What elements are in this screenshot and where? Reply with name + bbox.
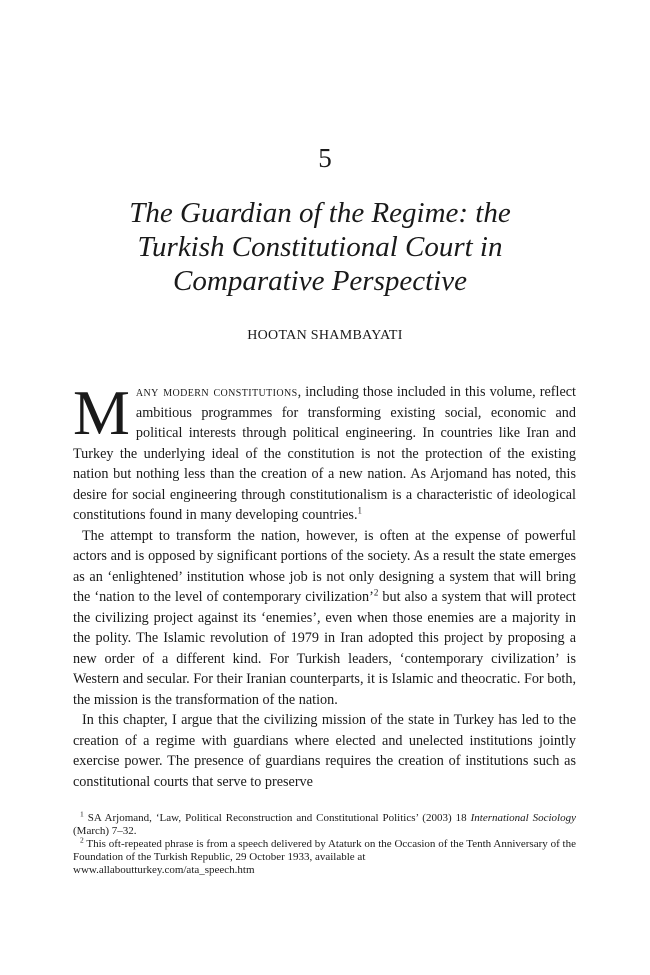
- body-paragraph: [73, 526, 576, 711]
- footnote-reference[interactable]: 1: [357, 505, 362, 516]
- opening-smallcaps: any modern constitutions: [135, 384, 298, 400]
- paragraph-text: The attempt to transform the nation, however, is often at the expense of powerful actors and is opposed by significant portions of the society. As a result the state emerges as an ‘enlightened’ institution whose job is not only designing a system that will bring the ‘nation to the level of contemporary civilization’: [73, 527, 576, 605]
- footnote-reference[interactable]: 2: [373, 587, 379, 598]
- paragraph-text: , including those included in this volume, reflect ambitious programmes for transforming existing social, economic and political interests through political engineering. In countries like Iran and Turkey the underlying ideal of the constitution is not the protection of the existing nation but nothing less than the creation of a new nation. As Arjomand has noted, this desire for social engineering through constitutionalism is a characteristic of ideological constitutions found in many developing countries.: [73, 384, 576, 523]
- footnotes: [73, 809, 576, 877]
- footnote-text: This oft-repeated phrase is from a speech delivered by Ataturk on the Occasion of the Tenth Anniversary of the Foundation of the Turkish Republic, 29 October 1933, available at: [73, 838, 576, 863]
- chapter-body: [73, 377, 576, 792]
- footnote: [73, 809, 576, 838]
- chapter-number: 5: [318, 143, 332, 173]
- chapter-title-line: Turkish Constitutional Court in: [137, 231, 503, 263]
- footnote-url[interactable]: www.allaboutturkey.com/ata_speech.htm: [73, 864, 255, 876]
- chapter-title-line: The Guardian of the Regime: the: [129, 197, 511, 229]
- footnote-text: (March) 7–32.: [73, 825, 137, 837]
- chapter-author: HOOTAN SHAMBAYATI: [247, 328, 403, 343]
- footnote: [73, 835, 576, 877]
- paragraph-text: but also a system that will protect the civilizing project against its ‘enemies’, even when those enemies are a majority in the polity. The Islamic revolution of 1979 in Iran adopted this project by proposing a new order of a different kind. For Turkish leaders, ‘contemporary civilization’ is Western and secular. For their Iranian counterparts, it is Islamic and theocratic. For both, the mission is the transformation of the nation.: [73, 589, 576, 708]
- chapter-title-line: Comparative Perspective: [173, 265, 467, 297]
- footnote-mark: 2: [80, 835, 84, 845]
- chapter-title: [60, 196, 580, 298]
- drop-cap: M: [73, 377, 130, 448]
- journal-title: International Sociology: [470, 812, 576, 824]
- footnote-text: SA Arjomand, ‘Law, Political Reconstruction and Constitutional Politics’ (2003) 18: [87, 812, 471, 824]
- footnote-mark: 1: [80, 809, 84, 819]
- body-paragraph: [73, 377, 576, 526]
- body-paragraph: In this chapter, I argue that the civilizing mission of the state in Turkey has led to the creation of a regime with guardians where elected and unelected institutions jointly exercise power. The presence of guardians requires the creation of institutions such as constitutional courts that serve to preserve: [73, 712, 576, 790]
